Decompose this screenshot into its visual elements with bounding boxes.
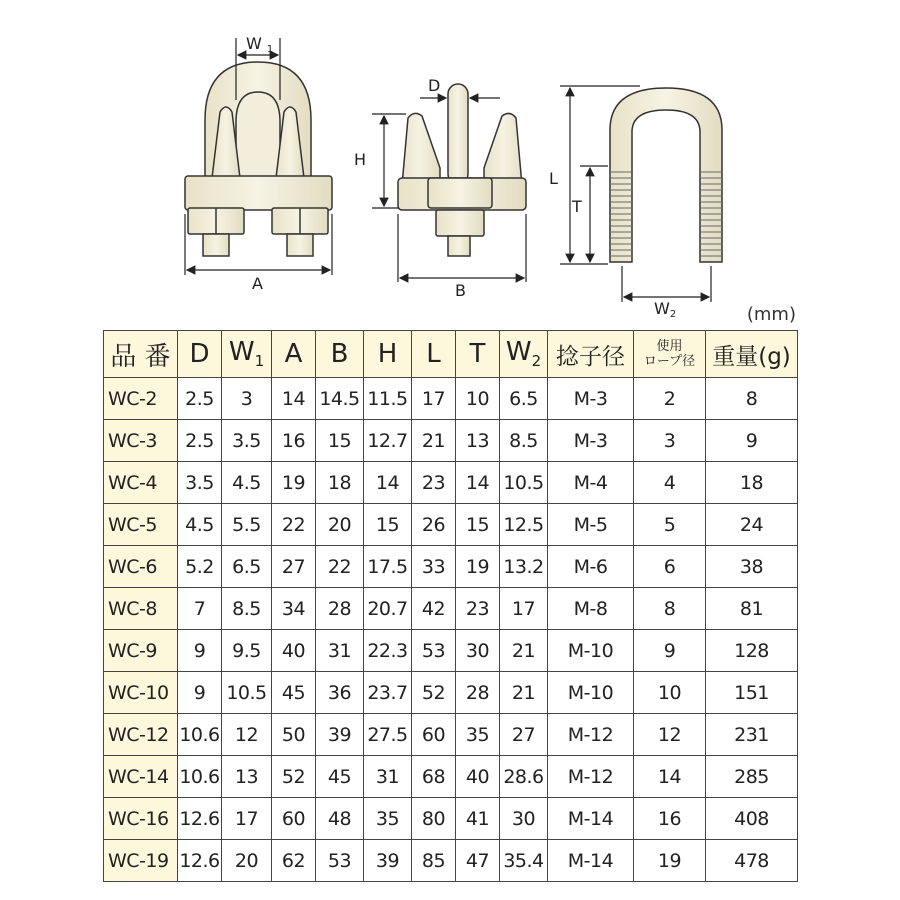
col-header-l — [412, 331, 456, 378]
cell-l: 26 — [412, 504, 456, 546]
cell-a: 45 — [272, 672, 316, 714]
cell-h: 17.5 — [364, 546, 412, 588]
col-header-text: 品 番 — [110, 341, 171, 372]
table-row — [104, 756, 798, 798]
cell-a: 16 — [272, 420, 316, 462]
cell-weight: 231 — [706, 714, 798, 756]
cell-a: 34 — [272, 588, 316, 630]
col-header-text: 捻子径 — [556, 343, 625, 370]
cell-h: 12.7 — [364, 420, 412, 462]
cell-w1: 6.5 — [222, 546, 272, 588]
cell-l: 17 — [412, 378, 456, 420]
col-header-subscript: 2 — [531, 352, 542, 371]
side-view-drawing — [398, 84, 526, 256]
cell-weight: 8 — [706, 378, 798, 420]
col-header-line2: ロープ径 — [643, 354, 696, 369]
cell-t: 14 — [456, 462, 500, 504]
cell-d: 4.5 — [178, 504, 222, 546]
cell-l: 42 — [412, 588, 456, 630]
cell-model: WC-2 — [104, 378, 178, 420]
cell-screw-dia: M-5 — [548, 504, 634, 546]
cell-t: 13 — [456, 420, 500, 462]
table-row — [104, 546, 798, 588]
cell-l: 60 — [412, 714, 456, 756]
cell-d: 10.6 — [178, 756, 222, 798]
cell-l: 85 — [412, 840, 456, 882]
cell-l: 80 — [412, 798, 456, 840]
cell-w1: 17 — [222, 798, 272, 840]
cell-weight: 81 — [706, 588, 798, 630]
col-header-d — [178, 331, 222, 378]
col-header-text: H — [377, 339, 398, 369]
cell-b: 36 — [316, 672, 364, 714]
col-header-text: 重量(g) — [712, 343, 791, 370]
cell-w1: 13 — [222, 756, 272, 798]
col-header-text: W — [505, 337, 532, 368]
table-row — [104, 378, 798, 420]
cell-l: 68 — [412, 756, 456, 798]
cell-model: WC-12 — [104, 714, 178, 756]
cell-l: 53 — [412, 630, 456, 672]
cell-d: 5.2 — [178, 546, 222, 588]
cell-w2: 6.5 — [500, 378, 548, 420]
cell-b: 22 — [316, 546, 364, 588]
label-h: H — [354, 150, 367, 169]
table-body — [104, 378, 798, 882]
cell-rope-dia: 10 — [634, 672, 706, 714]
table-row — [104, 798, 798, 840]
col-header-text: T — [469, 339, 486, 369]
col-header-screw-dia — [548, 331, 634, 378]
label-w2: W2 — [654, 299, 677, 320]
cell-rope-dia: 16 — [634, 798, 706, 840]
cell-a: 50 — [272, 714, 316, 756]
cell-screw-dia: M-8 — [548, 588, 634, 630]
table-header-row — [104, 331, 798, 378]
cell-h: 39 — [364, 840, 412, 882]
cell-d: 7 — [178, 588, 222, 630]
cell-screw-dia: M-12 — [548, 756, 634, 798]
label-l: L — [549, 169, 558, 188]
cell-weight: 9 — [706, 420, 798, 462]
cell-weight: 24 — [706, 504, 798, 546]
cell-screw-dia: M-10 — [548, 630, 634, 672]
col-header-text: L — [426, 339, 441, 369]
cell-t: 47 — [456, 840, 500, 882]
cell-w2: 21 — [500, 672, 548, 714]
cell-d: 12.6 — [178, 840, 222, 882]
u-bolt-drawing — [610, 88, 722, 262]
table-row — [104, 588, 798, 630]
cell-l: 52 — [412, 672, 456, 714]
cell-h: 14 — [364, 462, 412, 504]
col-header-text: W — [228, 337, 255, 368]
cell-t: 35 — [456, 714, 500, 756]
table-row — [104, 504, 798, 546]
cell-screw-dia: M-4 — [548, 462, 634, 504]
cell-d: 12.6 — [178, 798, 222, 840]
col-header-text: D — [189, 339, 210, 369]
table-row — [104, 714, 798, 756]
cell-h: 31 — [364, 756, 412, 798]
table-row — [104, 840, 798, 882]
cell-model: WC-6 — [104, 546, 178, 588]
label-b: B — [455, 281, 466, 300]
cell-t: 40 — [456, 756, 500, 798]
cell-h: 23.7 — [364, 672, 412, 714]
cell-h: 22.3 — [364, 630, 412, 672]
cell-d: 2.5 — [178, 420, 222, 462]
cell-w2: 35.4 — [500, 840, 548, 882]
cell-h: 11.5 — [364, 378, 412, 420]
cell-d: 9 — [178, 672, 222, 714]
cell-rope-dia: 8 — [634, 588, 706, 630]
cell-w1: 10.5 — [222, 672, 272, 714]
cell-b: 53 — [316, 840, 364, 882]
cell-model: WC-16 — [104, 798, 178, 840]
cell-w2: 12.5 — [500, 504, 548, 546]
cell-w2: 21 — [500, 630, 548, 672]
cell-w1: 9.5 — [222, 630, 272, 672]
label-w1: W 1 — [246, 34, 274, 55]
cell-w2: 13.2 — [500, 546, 548, 588]
cell-weight: 151 — [706, 672, 798, 714]
cell-l: 33 — [412, 546, 456, 588]
label-t: T — [572, 197, 582, 216]
cell-b: 31 — [316, 630, 364, 672]
cell-w1: 3 — [222, 378, 272, 420]
col-header-w2 — [500, 331, 548, 378]
cell-a: 62 — [272, 840, 316, 882]
col-header-model — [104, 331, 178, 378]
cell-a: 60 — [272, 798, 316, 840]
cell-b: 15 — [316, 420, 364, 462]
cell-a: 19 — [272, 462, 316, 504]
cell-b: 45 — [316, 756, 364, 798]
cell-h: 27.5 — [364, 714, 412, 756]
cell-screw-dia: M-6 — [548, 546, 634, 588]
cell-a: 40 — [272, 630, 316, 672]
cell-model: WC-4 — [104, 462, 178, 504]
cell-w2: 8.5 — [500, 420, 548, 462]
cell-model: WC-9 — [104, 630, 178, 672]
cell-model: WC-3 — [104, 420, 178, 462]
label-d: D — [428, 76, 441, 95]
cell-screw-dia: M-14 — [548, 840, 634, 882]
unit-label: (mm) — [746, 304, 796, 325]
cell-w1: 8.5 — [222, 588, 272, 630]
col-header-t — [456, 331, 500, 378]
cell-rope-dia: 5 — [634, 504, 706, 546]
cell-w2: 28.6 — [500, 756, 548, 798]
cell-a: 52 — [272, 756, 316, 798]
cell-w1: 20 — [222, 840, 272, 882]
cell-rope-dia: 2 — [634, 378, 706, 420]
cell-rope-dia: 9 — [634, 630, 706, 672]
cell-rope-dia: 4 — [634, 462, 706, 504]
cell-w1: 3.5 — [222, 420, 272, 462]
col-header-weight — [706, 331, 798, 378]
cell-l: 23 — [412, 462, 456, 504]
cell-weight: 128 — [706, 630, 798, 672]
cell-h: 35 — [364, 798, 412, 840]
cell-w1: 12 — [222, 714, 272, 756]
cell-t: 23 — [456, 588, 500, 630]
cell-w2: 17 — [500, 588, 548, 630]
cell-a: 14 — [272, 378, 316, 420]
cell-d: 9 — [178, 630, 222, 672]
cell-d: 10.6 — [178, 714, 222, 756]
cell-h: 15 — [364, 504, 412, 546]
cell-weight: 285 — [706, 756, 798, 798]
cell-weight: 38 — [706, 546, 798, 588]
col-header-h — [364, 331, 412, 378]
cell-weight: 408 — [706, 798, 798, 840]
cell-screw-dia: M-10 — [548, 672, 634, 714]
table-row — [104, 462, 798, 504]
cell-t: 41 — [456, 798, 500, 840]
cell-model: WC-8 — [104, 588, 178, 630]
spec-table — [103, 330, 798, 882]
cell-weight: 478 — [706, 840, 798, 882]
col-header-subscript: 1 — [254, 352, 265, 371]
cell-d: 2.5 — [178, 378, 222, 420]
col-header-text: B — [330, 339, 349, 369]
col-header-b — [316, 331, 364, 378]
cell-t: 30 — [456, 630, 500, 672]
cell-rope-dia: 14 — [634, 756, 706, 798]
col-header-text: A — [284, 339, 303, 369]
cell-screw-dia: M-3 — [548, 420, 634, 462]
cell-b: 39 — [316, 714, 364, 756]
cell-t: 28 — [456, 672, 500, 714]
cell-rope-dia: 12 — [634, 714, 706, 756]
table-row — [104, 630, 798, 672]
cell-w2: 27 — [500, 714, 548, 756]
cell-w1: 4.5 — [222, 462, 272, 504]
cell-weight: 18 — [706, 462, 798, 504]
cell-b: 28 — [316, 588, 364, 630]
table-row — [104, 420, 798, 462]
dimension-diagrams — [0, 0, 900, 320]
cell-model: WC-19 — [104, 840, 178, 882]
cell-w2: 10.5 — [500, 462, 548, 504]
cell-model: WC-5 — [104, 504, 178, 546]
col-header-a — [272, 331, 316, 378]
cell-h: 20.7 — [364, 588, 412, 630]
cell-rope-dia: 19 — [634, 840, 706, 882]
col-header-rope-dia — [634, 331, 706, 378]
cell-model: WC-10 — [104, 672, 178, 714]
cell-l: 21 — [412, 420, 456, 462]
cell-d: 3.5 — [178, 462, 222, 504]
cell-t: 19 — [456, 546, 500, 588]
front-view-drawing — [185, 62, 332, 256]
cell-b: 48 — [316, 798, 364, 840]
cell-t: 15 — [456, 504, 500, 546]
cell-b: 18 — [316, 462, 364, 504]
label-a: A — [252, 274, 263, 293]
cell-a: 27 — [272, 546, 316, 588]
cell-rope-dia: 3 — [634, 420, 706, 462]
cell-screw-dia: M-12 — [548, 714, 634, 756]
cell-screw-dia: M-14 — [548, 798, 634, 840]
cell-b: 20 — [316, 504, 364, 546]
col-header-line1: 使用 — [656, 339, 683, 354]
cell-rope-dia: 6 — [634, 546, 706, 588]
cell-w2: 30 — [500, 798, 548, 840]
cell-b: 14.5 — [316, 378, 364, 420]
cell-screw-dia: M-3 — [548, 378, 634, 420]
table-row — [104, 672, 798, 714]
cell-t: 10 — [456, 378, 500, 420]
col-header-w1 — [222, 331, 272, 378]
cell-a: 22 — [272, 504, 316, 546]
cell-w1: 5.5 — [222, 504, 272, 546]
cell-model: WC-14 — [104, 756, 178, 798]
